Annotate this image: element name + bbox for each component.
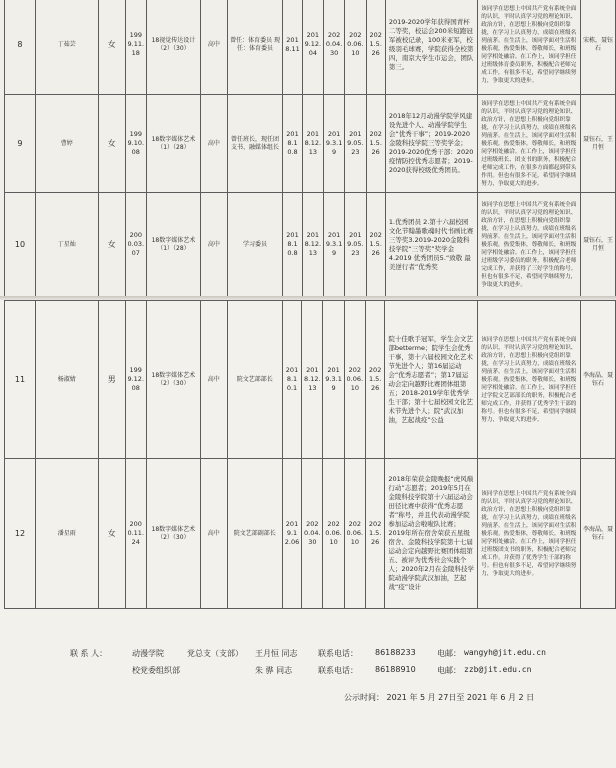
birth-date: 1999.10.08	[125, 95, 146, 193]
education: 高中	[200, 95, 227, 193]
email-label: 电邮：	[437, 649, 461, 658]
introducer: 聂钰石，王月恒	[581, 193, 616, 297]
publicity-date: 2021.5.26	[366, 0, 385, 95]
email-label: 电邮：	[437, 666, 461, 675]
assessment: 该同学在思想上中国共产党有系统全面的认识，平时认真学习党的理论知识、政治方针，在思想上积极向党组织靠拢，在学习上认真努力，成绩在班级名列前茅。在生活上，该同学面对生活积极乐观，热爱集体，尊敬师长，和班级同学相处融洽。在工作上，该同学担任过学院文艺部部长的职务，积极配合老师完成工作，并获得了优秀学生干部的称号。但也有很多不足，希望同学继续努力，争取更大的进步。	[478, 301, 581, 459]
class-name: 18数字媒体艺术（2）（30）	[146, 459, 200, 609]
gender: 女	[98, 193, 125, 297]
active-date: 2018.12.13	[302, 95, 323, 193]
upper-page	[0, 0, 616, 296]
row-number: 9	[5, 95, 36, 193]
talk-date: 2020.06.10	[344, 301, 365, 459]
active-date: 2018.12.13	[302, 301, 323, 459]
gender: 女	[98, 0, 125, 95]
awards: 1.优秀团员 2.第十六届校园文化节翰墨歌魂时代书画比赛三等奖3.2019-2020金陵科技学院“三等奖”奖学金4.2019 优秀团员5.“致敬 最美逆行者”优秀奖	[385, 193, 477, 297]
row-number: 10	[5, 193, 36, 297]
join-date: 2018.10.8	[283, 95, 302, 193]
assessment: 该同学在思想上中国共产党有系统全面的认识，平时认真学习党的理论知识、政治方针，在思想上积极向党组织靠拢，在学习上认真努力，成绩在班级名列前茅。在生活上，该同学面对生活积极乐观，热爱集体，尊敬师长，和班级同学相处融洽。在工作上，该同学担任过班级班长、团支书的职务，积极配合老师完成工作，在很多方面都起到带头作用。但也有很多不足，希望同学继续努力，争取更大的进步。	[478, 95, 581, 193]
candidate-table-upper	[4, 0, 616, 296]
contact-person-2: 朱 骅 同志	[255, 666, 293, 675]
gender: 女	[98, 459, 125, 609]
introducer: 李海晶，聂钰石	[581, 459, 616, 609]
candidate-name: 曹婷	[35, 95, 98, 193]
candidate-date: 2019.3.19	[323, 301, 344, 459]
table-row	[5, 459, 616, 609]
position: 院文艺部部长	[227, 301, 282, 459]
contact-role: 党总支（支部）	[187, 649, 243, 658]
email-address-2[interactable]: zzb@jit.edu.cn	[464, 665, 532, 674]
assessment: 该同学在思想上中国共产党有系统全面的认识，平时认真学习党的理论知识、政治方针，在思想上积极向党组织靠拢，在学习上认真努力，成绩在班级名列前茅。在生活上，该同学面对生活积极乐观，热爱集体，尊敬师长，和班级同学相处融洽。在工作上，该同学担任过班级学习委员的职务，积极配合老师完成工作，并获得了三好学生的称号。但也有很多不足，希望同学继续努力，争取更大的进步。	[478, 193, 581, 297]
phone-number-1: 86188233	[375, 648, 416, 657]
publicity-date: 2021.5.26	[365, 459, 384, 609]
candidate-date: 2020.06.10	[323, 459, 344, 609]
talk-date: 2020.06.10	[344, 459, 365, 609]
publicity-date: 2021.5.26	[365, 301, 384, 459]
position: 院文艺部副部长	[227, 459, 282, 609]
assessment: 该同学在思想上中国共产党有系统全面的认识，平时认真学习党的理论知识、政治方针，在思想上积极向党组织靠拢，在学习上认真努力，成绩在班级名列前茅。在生活上，该同学面对生活积极乐观，热爱集体，尊敬师长，和班级同学相处融洽。在工作上，该同学担任过班级体育委员职务，积极配合老师完成工作，有很多不足，希望同学继续努力，争取更大的进步。	[478, 0, 581, 95]
contact-unit-2: 校党委组织部	[132, 666, 180, 675]
contact-unit-1: 动漫学院	[132, 649, 164, 658]
candidate-date: 2019.3.19	[323, 193, 344, 297]
class-name: 18数字媒体艺术（2）（30）	[146, 301, 200, 459]
phone-label: 联系电话：	[318, 666, 358, 675]
contact-person-1: 王月恒 同志	[255, 649, 298, 658]
join-date: 2018.10.8	[283, 193, 302, 297]
contact-label: 联 系 人：	[70, 649, 108, 658]
candidate-name: 丁茹芸	[35, 0, 98, 95]
introducer: 宋栋，聂钰石	[581, 0, 616, 95]
publicity-date: 2021.5.26	[366, 193, 385, 297]
talk-date: 2020.06.10	[345, 0, 366, 95]
awards: 2018年荣获金陵晚报“虎风巅行动”志愿者；2019年5月在金陵科技学院第十六届运动会田径比赛中获得“优秀志愿者”称号，并且代表动漫学院参加运动会啦啦队比赛；2019年所在宿舍荣获五星级宿舍、金陵科技学院第十七届运动会定向越野比赛团体组第五、被评为优秀社会实践个人；2020年2月在金陵科技学院动漫学院武汉加油，艺起战“疫”设计	[385, 459, 478, 609]
email-address-1[interactable]: wangyh@jit.edu.cn	[464, 648, 546, 657]
gender: 男	[98, 301, 125, 459]
join-date: 2018.11	[283, 0, 302, 95]
introducer: 李海晶，聂钰石	[581, 301, 616, 459]
position: 学习委员	[227, 193, 283, 297]
row-number: 12	[5, 459, 36, 609]
education: 高中	[200, 301, 227, 459]
table-row	[5, 0, 616, 95]
awards: 2019-2020学年获得国青杯二等奖，校运会200米短跑冠军被校记录，100米亚军，校级羽毛球赛，学院获得全校第四，南京大学生市运会，团队第三。	[385, 0, 477, 95]
join-date: 2018.10.1	[282, 301, 301, 459]
publicity-period: 公示时间： 2021 年 5 月 27日至 2021 年 6 月 2 日	[344, 693, 535, 702]
position: 曾任班长，现任团支书、融媒体组长	[227, 95, 283, 193]
awards: 院十佳歌手冠军，学生会文艺部betterme；院学生会优秀干事，第十六届校园文化艺术节先进个人；第16届运动会“优秀志愿者”；第17届运动会定向越野比赛团体组第五；2018-2019学年优秀学生干部；第十七届校园文化艺术节先进个人；院“武汉加油，艺起战疫”公益	[385, 301, 478, 459]
active-date: 2020.04.30	[302, 459, 323, 609]
talk-date: 2019.05.23	[345, 193, 366, 297]
birth-date: 2000.11.24	[125, 459, 146, 609]
education: 高中	[200, 0, 227, 95]
class-name: 18数字媒体艺术（1）（28）	[146, 193, 200, 297]
birth-date: 1999.12.08	[125, 301, 146, 459]
gender: 女	[98, 95, 125, 193]
table-row	[5, 193, 616, 297]
candidate-name: 潘星雨	[35, 459, 98, 609]
candidate-date: 2020.04.30	[323, 0, 344, 95]
active-date: 2019.12.04	[302, 0, 323, 95]
class-name: 18数字媒体艺术（1）（28）	[146, 95, 200, 193]
birth-date: 1999.11.18	[125, 0, 146, 95]
phone-number-2: 86188910	[375, 665, 416, 674]
assessment: 该同学在思想上中国共产党有系统全面的认识，平时认真学习党的理论知识、政治方针，在思想上积极向党组织靠拢，在学习上认真努力，成绩在班级名列前茅。在生活上，该同学面对生活积极乐观，热爱集体，尊敬师长，和班级同学相处融洽。在工作上，该同学担任过班级团支书的职务，积极配合老师完成工作，并获得了优秀学生干部的称号。但也有很多不足，希望同学继续努力，争取更大的进步。	[478, 459, 581, 609]
birth-date: 2000.03.07	[125, 193, 146, 297]
introducer: 聂钰石，王月恒	[581, 95, 616, 193]
candidate-table-lower	[4, 300, 616, 609]
phone-label: 联系电话：	[318, 649, 358, 658]
candidate-date: 2019.3.19	[323, 95, 344, 193]
row-number: 8	[5, 0, 36, 95]
active-date: 2018.12.13	[302, 193, 323, 297]
publicity-date: 2021.5.26	[366, 95, 385, 193]
awards: 2018年12月动漫学院学风建设先进个人、动漫学院学生会“优秀干事”；2019-2020金陵科技学院三等奖学金；2019-2020优秀干部：2020疫情防控优秀志愿者；2019-2020获得校级优秀团员。	[385, 95, 477, 193]
candidate-name: 杨淑婧	[35, 301, 98, 459]
candidate-name: 丁星灿	[35, 193, 98, 297]
table-row	[5, 95, 616, 193]
position: 曾任：体育委员 现任：体育委员	[227, 0, 283, 95]
row-number: 11	[5, 301, 36, 459]
table-row	[5, 301, 616, 459]
talk-date: 2019.05.23	[345, 95, 366, 193]
contact-footer	[0, 612, 616, 768]
join-date: 2019.12.06	[282, 459, 301, 609]
education: 高中	[200, 193, 227, 297]
class-name: 18视觉传达设计（2）（30）	[146, 0, 200, 95]
education: 高中	[200, 459, 227, 609]
